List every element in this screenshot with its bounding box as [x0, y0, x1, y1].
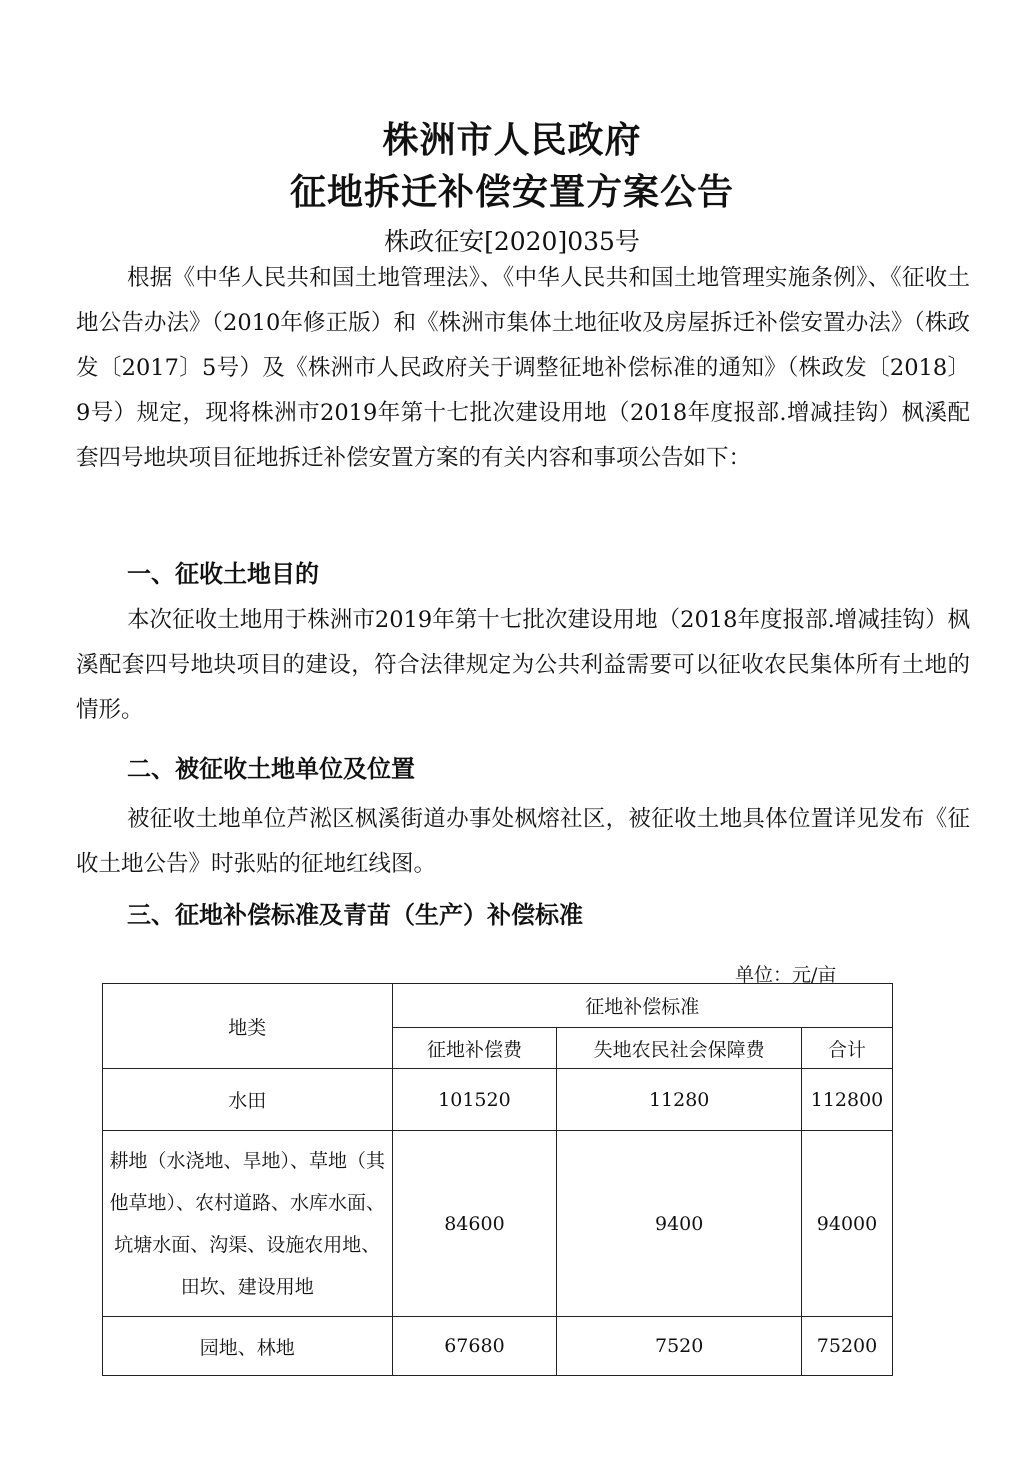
cell-total: 112800	[802, 1069, 893, 1131]
header-social-security: 失地农民社会保障费	[557, 1028, 802, 1069]
cell-fee: 101520	[392, 1069, 557, 1131]
intro-paragraph: 根据《中华人民共和国土地管理法》、《中华人民共和国土地管理实施条例》、《征收土地公告办法》（2010年修正版）和《株洲市集体土地征收及房屋拆迁补偿安置办法》（株政发〔2017〕5号）及《株洲市人民政府关于调整征地补偿标准的通知》（株政发〔2018〕9号）规定，现将株洲市2019年第十七批次建设用地（2018年度报部.增减挂钩）枫溪配套四号地块项目征地拆迁补偿安置方案的有关内容和事项公告如下：	[76, 265, 970, 471]
cell-land-type: 水田	[103, 1069, 393, 1131]
cell-social-security: 7520	[557, 1317, 802, 1376]
cell-fee: 67680	[392, 1317, 557, 1376]
section-1-heading: 一、征收土地目的	[127, 560, 319, 588]
section-2-text: 被征收土地单位芦淞区枫溪街道办事处枫熔社区，被征收土地具体位置详见发布《征收土地公告》时张贴的征地红线图。	[76, 806, 970, 877]
section-2-heading: 二、被征收土地单位及位置	[127, 755, 415, 783]
section-1-text: 本次征收土地用于株洲市2019年第十七批次建设用地（2018年度报部.增减挂钩）枫溪配套四号地块项目的建设，符合法律规定为公共利益需要可以征收农民集体所有土地的情形。	[76, 607, 970, 723]
cell-total: 75200	[802, 1317, 893, 1376]
header-compensation-standard: 征地补偿标准	[392, 984, 892, 1028]
document-number: 株政征安[2020]035号	[384, 227, 640, 256]
cell-land-type: 耕地（水浇地、旱地）、草地（其他草地）、农村道路、水库水面、坑塘水面、沟渠、设施农用地、田坎、建设用地	[103, 1131, 393, 1317]
table-row	[103, 1317, 893, 1376]
cell-social-security: 11280	[557, 1069, 802, 1131]
table-row	[103, 1069, 893, 1131]
section-3-heading: 三、征地补偿标准及青苗（生产）补偿标准	[127, 901, 583, 929]
header-total: 合计	[802, 1028, 893, 1069]
header-land-type: 地类	[103, 984, 393, 1069]
header-land-fee: 征地补偿费	[392, 1028, 557, 1069]
table-header-row	[103, 984, 893, 1028]
cell-land-type: 园地、林地	[103, 1317, 393, 1376]
cell-social-security: 9400	[557, 1131, 802, 1317]
table-row	[103, 1131, 893, 1317]
unit-label: 单位：元/亩	[735, 964, 837, 986]
cell-total: 94000	[802, 1131, 893, 1317]
compensation-table	[102, 983, 893, 1376]
title-line-2: 征地拆迁补偿安置方案公告	[289, 172, 734, 213]
title-line-1: 株洲市人民政府	[382, 120, 642, 161]
cell-fee: 84600	[392, 1131, 557, 1317]
